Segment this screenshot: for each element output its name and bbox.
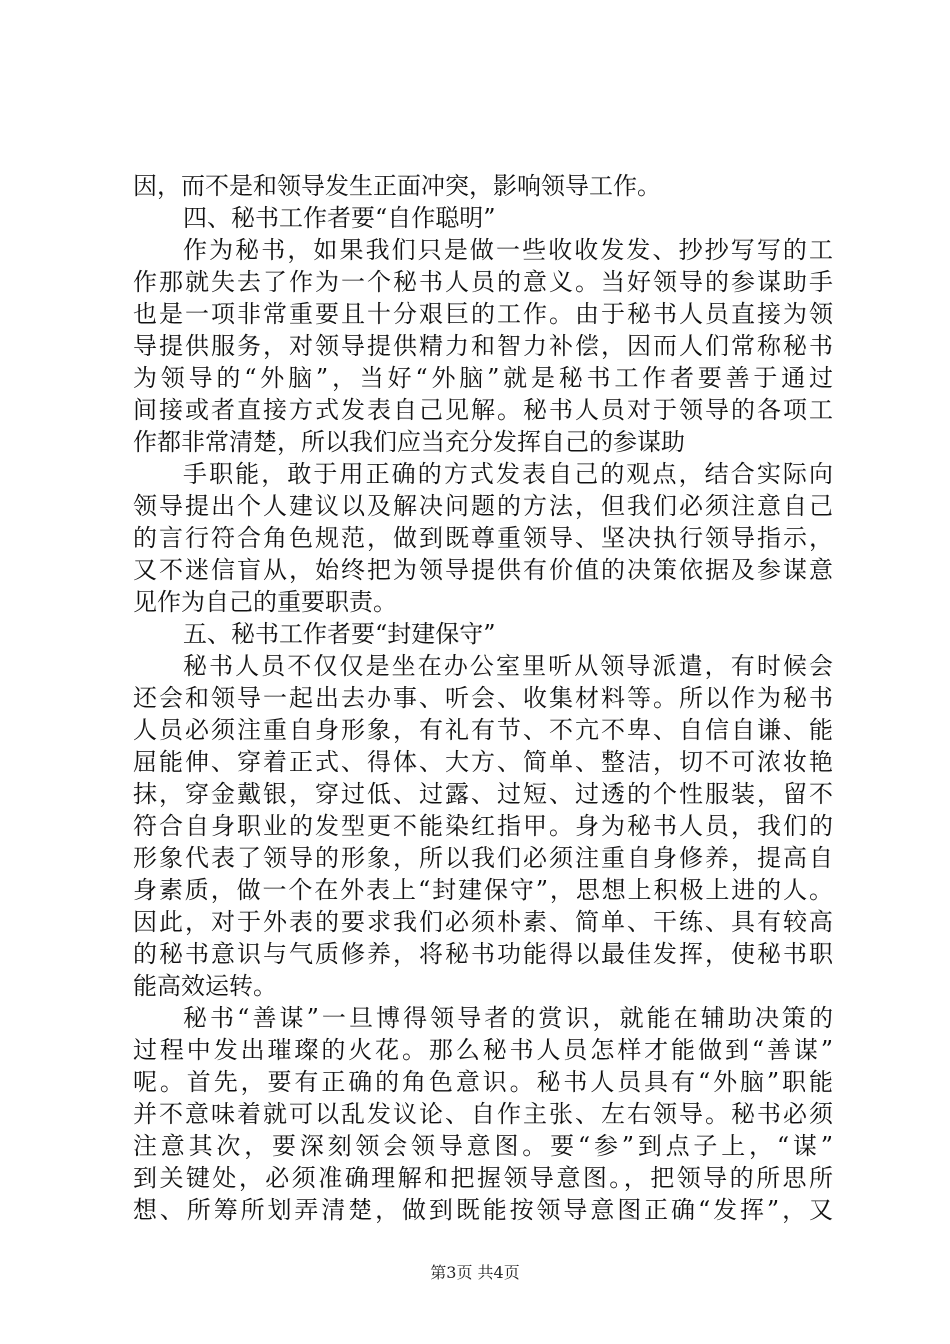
page-footer: 第3页 共4页 bbox=[430, 1263, 520, 1282]
text-line: 的言行符合角色规范，做到既尊重领导、坚决执行领导指示， bbox=[133, 524, 833, 552]
text-line: 五、秘书工作者要“封建保守” bbox=[183, 620, 496, 648]
text-line: 手职能，敢于用正确的方式发表自己的观点，结合实际向 bbox=[183, 460, 833, 488]
text-line: 因此，对于外表的要求我们必须朴素、简单、干练、具有较高 bbox=[133, 908, 833, 936]
text-line: 形象代表了领导的形象，所以我们必须注重自身修养，提高自 bbox=[133, 844, 833, 872]
text-line: 四、秘书工作者要“自作聪明” bbox=[183, 204, 496, 232]
text-line: 作都非常清楚，所以我们应当充分发挥自己的参谋助 bbox=[133, 428, 685, 456]
text-line: 屈能伸、穿着正式、得体、大方、简单、整洁，切不可浓妆艳 bbox=[133, 748, 833, 776]
text-line: 作那就失去了作为一个秘书人员的意义。当好领导的参谋助手 bbox=[133, 268, 833, 296]
text-line: 想、所筹所划弄清楚，做到既能按领导意图正确“发挥”，又 bbox=[133, 1196, 833, 1224]
text-line: 还会和领导一起出去办事、听会、收集材料等。所以作为秘书 bbox=[133, 684, 833, 712]
text-line: 过程中发出璀璨的火花。那么秘书人员怎样才能做到“善谋” bbox=[133, 1036, 833, 1064]
text-line: 到关键处，必须准确理解和把握领导意图。，把领导的所思所 bbox=[133, 1164, 833, 1192]
text-line: 注意其次，要深刻领会领导意图。要“参”到点子上，“谋” bbox=[133, 1132, 833, 1160]
text-line: 导提供服务，对领导提供精力和智力补偿，因而人们常称秘书 bbox=[133, 332, 833, 360]
text-line: 的秘书意识与气质修养，将秘书功能得以最佳发挥，使秘书职 bbox=[133, 940, 833, 968]
text-line: 见作为自己的重要职责。 bbox=[133, 588, 397, 616]
text-line: 呢。首先，要有正确的角色意识。秘书人员具有“外脑”职能 bbox=[133, 1068, 833, 1096]
text-line: 因，而不是和领导发生正面冲突，影响领导工作。 bbox=[133, 172, 661, 200]
text-line: 领导提出个人建议以及解决问题的方法，但我们必须注意自己 bbox=[133, 492, 833, 520]
text-line: 又不迷信盲从，始终把为领导提供有价值的决策依据及参谋意 bbox=[133, 556, 833, 584]
text-line: 人员必须注重自身形象，有礼有节、不亢不卑、自信自谦、能 bbox=[133, 716, 833, 744]
text-line: 也是一项非常重要且十分艰巨的工作。由于秘书人员直接为领 bbox=[133, 300, 833, 328]
text-line: 抹，穿金戴银，穿过低、过露、过短、过透的个性服装，留不 bbox=[133, 780, 833, 808]
text-line: 作为秘书，如果我们只是做一些收收发发、抄抄写写的工 bbox=[183, 236, 833, 264]
text-line: 为领导的“外脑”，当好“外脑”就是秘书工作者要善于通过 bbox=[133, 364, 833, 392]
text-line: 秘书人员不仅仅是坐在办公室里听从领导派遣，有时候会 bbox=[183, 652, 833, 680]
text-line: 秘书“善谋”一旦博得领导者的赏识，就能在辅助决策的 bbox=[183, 1004, 833, 1032]
text-line: 能高效运转。 bbox=[133, 972, 277, 1000]
text-line: 符合自身职业的发型更不能染红指甲。身为秘书人员，我们的 bbox=[133, 812, 833, 840]
document-body bbox=[133, 170, 833, 1226]
text-line: 并不意味着就可以乱发议论、自作主张、左右领导。秘书必须 bbox=[133, 1100, 833, 1128]
text-line: 间接或者直接方式发表自己见解。秘书人员对于领导的各项工 bbox=[133, 396, 833, 424]
text-line: 身素质，做一个在外表上“封建保守”，思想上积极上进的人。 bbox=[133, 876, 833, 904]
